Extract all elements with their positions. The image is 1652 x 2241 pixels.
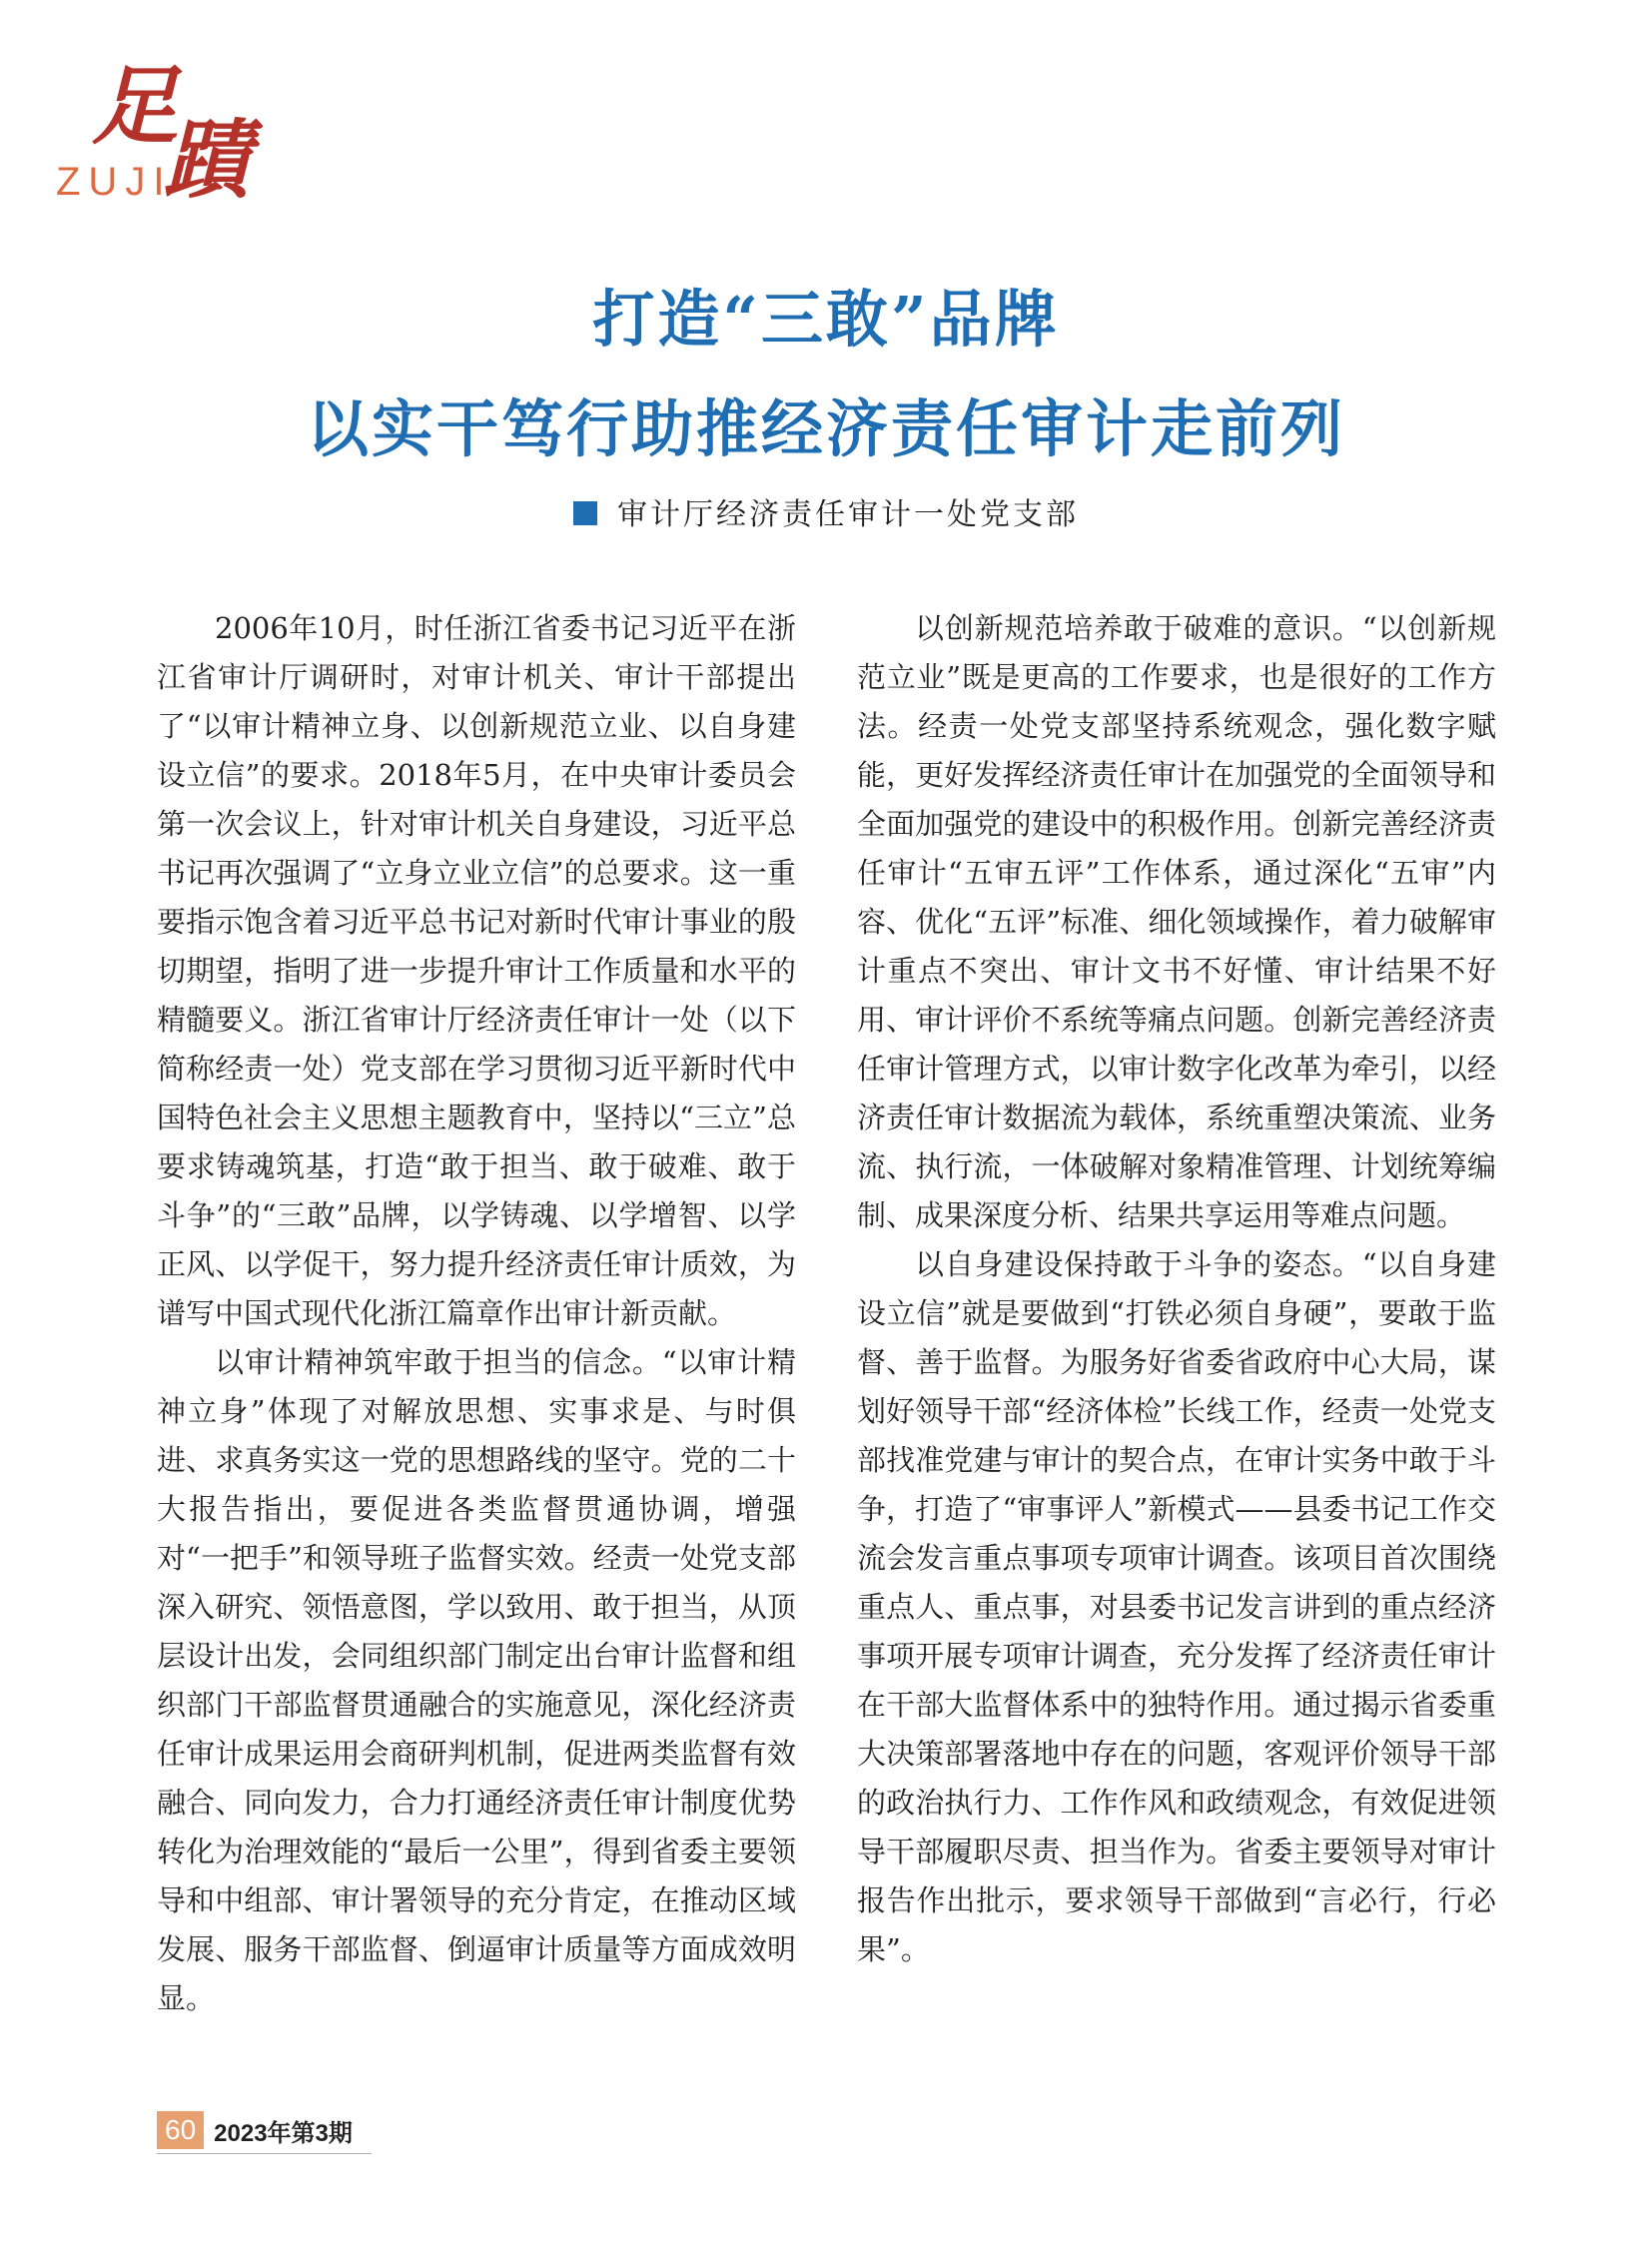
issue-label: 2023年第3期 xyxy=(214,2119,353,2147)
folio-divider xyxy=(157,2153,372,2154)
byline-square-icon xyxy=(573,501,597,525)
left-text-column xyxy=(157,604,796,2023)
magazine-section-logo xyxy=(56,56,250,211)
article-title-line-1: 打造“三敢”品牌 xyxy=(592,283,1060,356)
page-folio xyxy=(157,2110,353,2150)
article-byline xyxy=(0,489,1652,533)
page-number: 60 xyxy=(157,2111,204,2149)
paragraph: 2006年10月，时任浙江省委书记习近平在浙江省审计厅调研时，对审计机关、审计干部提出了“以审计精神立身、以创新规范立业、以自身建设立信”的要求。2018年5月，在中央审计委员会第一次会议上，针对审计机关自身建设，习近平总书记再次强调了“立身立业立信”的总要求。这一重要指示饱含着习近平总书记对新时代审计事业的殷切期望，指明了进一步提升审计工作质量和水平的精髓要义。浙江省审计厅经济责任审计一处（以下简称经责一处）党支部在学习贯彻习近平新时代中国特色社会主义思想主题教育中，坚持以“三立”总要求铸魂筑基，打造“敢于担当、敢于破难、敢于斗争”的“三敢”品牌，以学铸魂、以学增智、以学正风、以学促干，努力提升经济责任审计质效，为谱写中国式现代化浙江篇章作出审计新贡献。 xyxy=(157,611,796,1330)
byline-text: 审计厅经济责任审计一处党支部 xyxy=(617,497,1079,532)
article-title-line-2: 以实干笃行助推经济责任审计走前列 xyxy=(306,392,1345,465)
paragraph: 以自身建设保持敢于斗争的姿态。“以自身建设立信”就是要做到“打铁必须自身硬”，要敢于监督、善于监督。为服务好省委省政府中心大局，谋划好领导干部“经济体检”长线工作，经责一处党支部找准党建与审计的契合点，在审计实务中敢于斗争，打造了“审事评人”新模式——县委书记工作交流会发言重点事项专项审计调查。该项目首次围绕重点人、重点事，对县委书记发言讲到的重点经济事项开展专项审计调查，充分发挥了经济责任审计在干部大监督体系中的独特作用。通过揭示省委重大决策部署落地中存在的问题，客观评价领导干部的政治执行力、工作作风和政绩观念，有效促进领导干部履职尽责、担当作为。省委主要领导对审计报告作出批示，要求领导干部做到“言必行，行必果”。 xyxy=(857,1247,1496,1966)
paragraph: 以创新规范培养敢于破难的意识。“以创新规范立业”既是更高的工作要求，也是很好的工作方法。经责一处党支部坚持系统观念，强化数字赋能，更好发挥经济责任审计在加强党的全面领导和全面加强党的建设中的积极作用。创新完善经济责任审计“五审五评”工作体系，通过深化“五审”内容、优化“五评”标准、细化领域操作，着力破解审计重点不突出、审计文书不好懂、审计结果不好用、审计评价不系统等痛点问题。创新完善经济责任审计管理方式，以审计数字化改革为牵引，以经济责任审计数据流为载体，系统重塑决策流、业务流、执行流，一体破解对象精准管理、计划统筹编制、成果深度分析、结果共享运用等难点问题。 xyxy=(857,611,1496,1232)
logo-character-ji: 蹟 xyxy=(164,110,250,211)
paragraph: 以审计精神筑牢敢于担当的信念。“以审计精神立身”体现了对解放思想、实事求是、与时俱进、求真务实这一党的思想路线的坚守。党的二十大报告指出，要促进各类监督贯通协调，增强对“一把手”和领导班子监督实效。经责一处党支部深入研究、领悟意图，学以致用、敢于担当，从顶层设计出发，会同组织部门制定出台审计监督和组织部门干部监督贯通融合的实施意见，深化经济责任审计成果运用会商研判机制，促进两类监督有效融合、同向发力，合力打通经济责任审计制度优势转化为治理效能的“最后一公里”，得到省委主要领导和中组部、审计署领导的充分肯定，在推动区域发展、服务干部监督、倒逼审计质量等方面成效明显。 xyxy=(157,1345,796,2015)
logo-latin-text: ZUJI xyxy=(56,160,173,204)
logo-character-zu: 足 xyxy=(92,56,178,157)
right-text-column xyxy=(857,604,1496,1974)
